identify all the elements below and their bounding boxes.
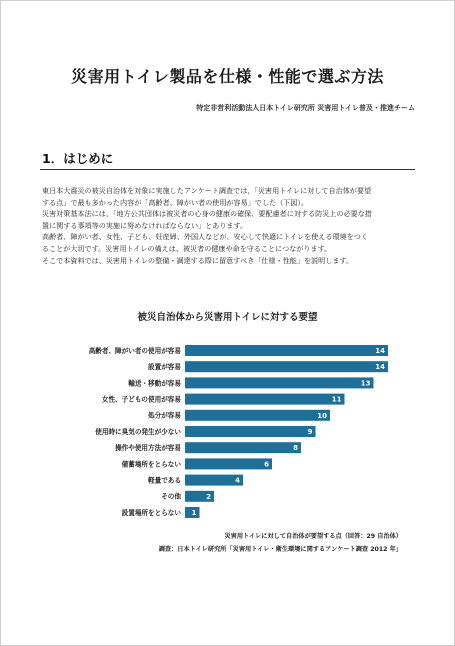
category-label: 使用時に臭気の発生が少ない — [95, 427, 181, 436]
bar — [185, 345, 388, 356]
value-label: 9 — [307, 428, 313, 436]
bar — [185, 458, 272, 469]
bar — [185, 426, 316, 437]
value-label: 10 — [317, 411, 327, 420]
category-label: 操作や使用方法が容易 — [115, 444, 181, 453]
bar — [185, 442, 301, 453]
bar — [185, 377, 374, 388]
value-label: 4 — [235, 476, 240, 485]
value-label: 8 — [293, 444, 298, 453]
paragraph-line: 置に関する事項等の実施に努めなければならない」とあります。 — [42, 220, 248, 230]
value-label: 14 — [375, 363, 385, 372]
chart-source: 調査：日本トイレ研究所「災害用トイレ・衛生環境に関するアンケート調査 2012 年」 — [158, 546, 402, 553]
paragraph-line: 高齢者、障がい者、女性、子ども、妊産婦、外国人などが、安心して快適にトイレを使える環境をつく — [42, 232, 368, 242]
bar — [185, 361, 388, 372]
paragraph-line: ることが大切です。災害用トイレの備えは、被災者の健康や命を守ることにつながります。 — [42, 243, 332, 253]
category-label: 備蓄場所をとらない — [121, 460, 181, 469]
value-label: 13 — [360, 379, 371, 388]
value-label: 14 — [375, 347, 385, 355]
value-label: 1 — [191, 509, 197, 517]
category-label: 高齢者、障がい者の使用が容易 — [88, 346, 181, 355]
document-title: 災害用トイレ製品を仕様・性能で選ぶ方法 — [71, 67, 384, 86]
category-label: 女性、子どもの使用が容易 — [101, 395, 181, 404]
bar — [185, 394, 345, 405]
chart-title: 被災自治体から災害用トイレに対する要望 — [137, 312, 318, 323]
category-label: 処分が容易 — [148, 411, 181, 420]
chart-caption: 災害用トイレに対して自治体が要望する点（回答：29 自治体） — [224, 533, 402, 540]
organization-credit: 特定非営利活動法人日本トイレ研究所 災害用トイレ普及・推進チーム — [196, 104, 415, 112]
bar — [185, 410, 330, 421]
category-label: 輸送・移動が容易 — [128, 379, 181, 388]
category-label: その他 — [161, 492, 181, 501]
paragraph-line: する点」で最も多かった内容が「高齢者、障がい者の使用が容易」でした（下図）。 — [42, 197, 309, 207]
value-label: 11 — [331, 395, 342, 404]
category-label: 設置が容易 — [148, 363, 181, 372]
paragraph-line: そこで本資料では、災害用トイレの整備・調達する際に留意すべき「仕様・性能」を説明します。 — [42, 255, 354, 265]
category-label: 軽量である — [148, 476, 181, 485]
category-label: 設置場所をとらない — [121, 508, 181, 517]
value-label: 2 — [206, 492, 211, 501]
paragraph-line: 東日本大震災の被災自治体を対象に実施したアンケート調査では，「災害用トイレに対して自治体が要望 — [42, 186, 372, 195]
value-label: 6 — [264, 460, 269, 469]
paragraph-line: 災害対策基本法には，「地方公共団体は被災者の心身の健康の確保、要配慮者に対する防災上の必要な措 — [42, 209, 372, 219]
section-heading: 1．はじめに — [42, 151, 114, 166]
